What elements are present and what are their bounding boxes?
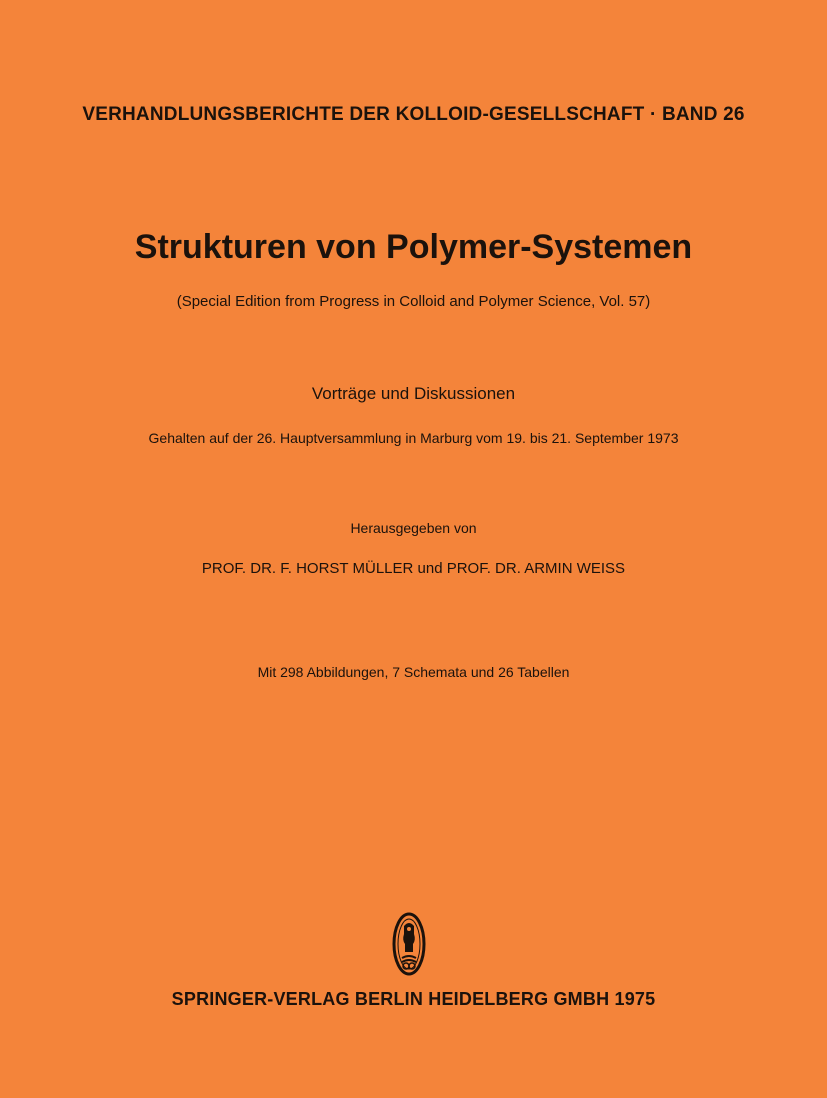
editors: PROF. DR. F. HORST MÜLLER und PROF. DR. ARMIN WEISS [201,560,626,577]
publisher: SPRINGER-VERLAG BERLIN HEIDELBERG GMBH 1975 [171,989,656,1009]
series-title: VERHANDLUNGSBERICHTE DER KOLLOID-GESELLSCHAFT · BAND 26 [82,104,745,125]
edited-by-label: Herausgegeben von [350,520,477,536]
talks-line: Vorträge und Diskussionen [311,384,516,403]
book-title: Strukturen von Polymer-Systemen [134,228,693,266]
springer-logo-icon [392,912,426,976]
figures-info: Mit 298 Abbildungen, 7 Schemata und 26 Tabellen [257,664,570,680]
meeting-info: Gehalten auf der 26. Hauptversammlung in Marburg vom 19. bis 21. September 1973 [148,430,679,446]
book-subtitle: (Special Edition from Progress in Colloid and Polymer Science, Vol. 57) [176,293,651,310]
